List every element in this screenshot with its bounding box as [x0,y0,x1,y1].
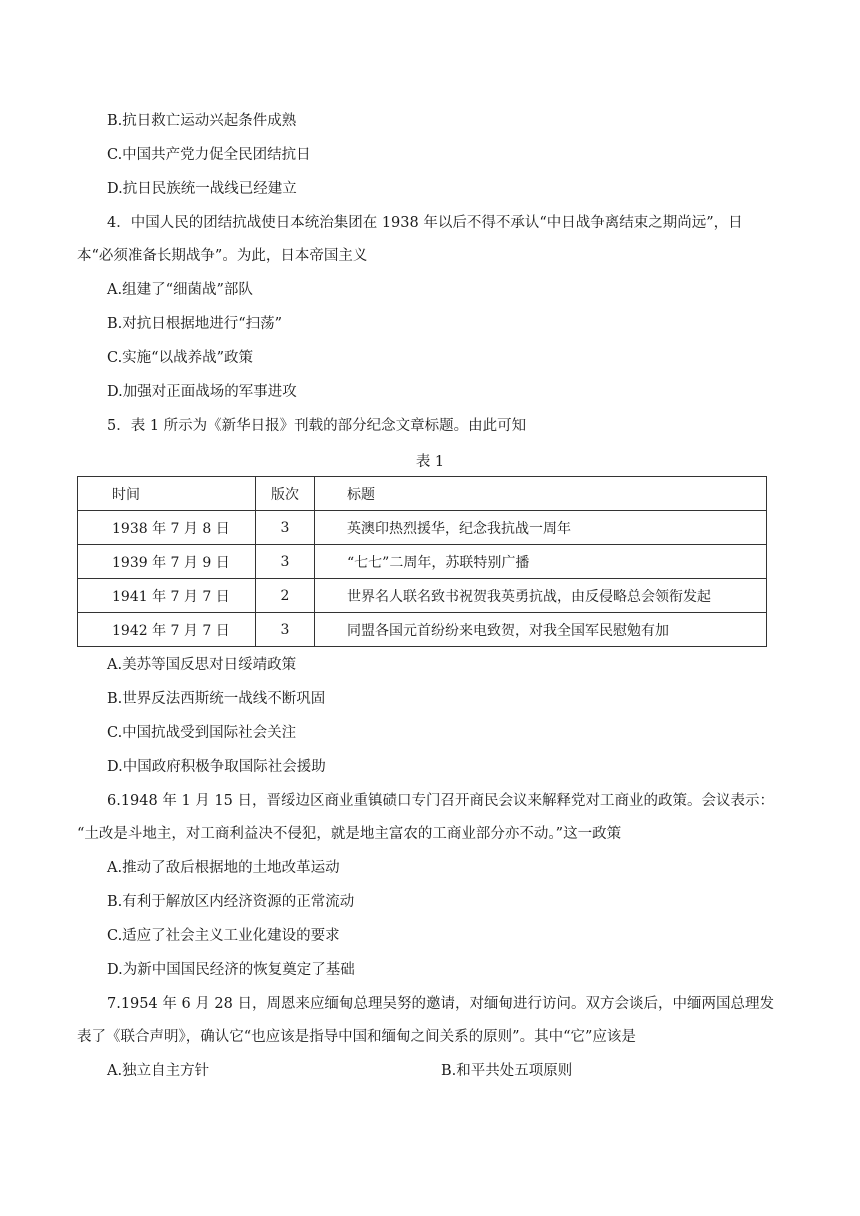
table-cell-title: 世界名人联名致书祝贺我英勇抗战，由反侵略总会领衔发起 [315,579,767,613]
table-cell-time: 1939 年 7 月 9 日 [78,545,256,579]
table-row [78,613,767,647]
table-cell-time: 1938 年 7 月 8 日 [78,511,256,545]
q5-stem: 5．表 1 所示为《新华日报》刊载的部分纪念文章标题。由此可知 [107,418,527,434]
q6-stem-line2: “土改是斗地主，对工商利益决不侵犯，就是地主富农的工商业部分亦不动。”这一政策 [77,826,622,842]
table-header-title: 标题 [315,477,767,511]
table-cell-edition: 3 [256,511,315,545]
q5-option-d: D.中国政府积极争取国际社会援助 [107,759,326,775]
table-header-row [78,477,767,511]
q4-option-d: D.加强对正面战场的军事进攻 [107,384,297,400]
q4-option-b: B.对抗日根据地进行“扫荡” [107,316,283,332]
newspaper-titles-table [77,476,767,647]
table-cell-title: 英澳印热烈援华，纪念我抗战一周年 [315,511,767,545]
table-row [78,511,767,545]
table-row [78,579,767,613]
q3-option-d: D.抗日民族统一战线已经建立 [107,181,297,197]
table-cell-title: 同盟各国元首纷纷来电致贺，对我全国军民慰勉有加 [315,613,767,647]
table-cell-edition: 3 [256,613,315,647]
q6-option-b: B.有利于解放区内经济资源的正常流动 [107,894,355,910]
table-cell-time: 1941 年 7 月 7 日 [78,579,256,613]
q6-stem-line1: 6.1948 年 1 月 15 日，晋绥边区商业重镇碛口专门召开商民会议来解释党对工商业的政策。会议表示： [107,793,774,809]
table-header-edition: 版次 [256,477,315,511]
q6-option-c: C.适应了社会主义工业化建设的要求 [107,928,340,944]
q6-option-a: A.推动了敌后根据地的土地改革运动 [107,860,340,876]
q4-stem-line2: 本“必须准备长期战争”。为此，日本帝国主义 [77,248,368,264]
table-cell-title: “七七”二周年，苏联特别广播 [315,545,767,579]
q5-option-b: B.世界反法西斯统一战线不断巩固 [107,691,326,707]
q5-option-c: C.中国抗战受到国际社会关注 [107,725,297,741]
q7-option-b: B.和平共处五项原则 [441,1063,573,1079]
table-cell-edition: 2 [256,579,315,613]
table-row [78,545,767,579]
q3-option-c: C.中国共产党力促全民团结抗日 [107,147,311,163]
table-cell-edition: 3 [256,545,315,579]
q7-option-a: A.独立自主方针 [107,1063,210,1079]
q7-stem-line1: 7.1954 年 6 月 28 日，周恩来应缅甸总理吴努的邀请，对缅甸进行访问。双方会谈后，中缅两国总理发 [107,996,774,1012]
q5-option-a: A.美苏等国反思对日绥靖政策 [107,657,297,673]
q7-stem-line2: 表了《联合声明》，确认它“也应该是指导中国和缅甸之间关系的原则”。其中“它”应该是 [77,1029,636,1045]
q6-option-d: D.为新中国国民经济的恢复奠定了基础 [107,962,355,978]
table-header-time: 时间 [78,477,256,511]
table-cell-time: 1942 年 7 月 7 日 [78,613,256,647]
q4-stem-line1: 4．中国人民的团结抗战使日本统治集团在 1938 年以后不得不承认“中日战争离结束之期尚远”，日 [107,215,743,231]
table-caption: 表 1 [415,454,445,470]
q3-option-b: B.抗日救亡运动兴起条件成熟 [107,113,297,129]
q4-option-c: C.实施“以战养战”政策 [107,350,254,366]
q4-option-a: A.组建了“细菌战”部队 [107,282,253,298]
